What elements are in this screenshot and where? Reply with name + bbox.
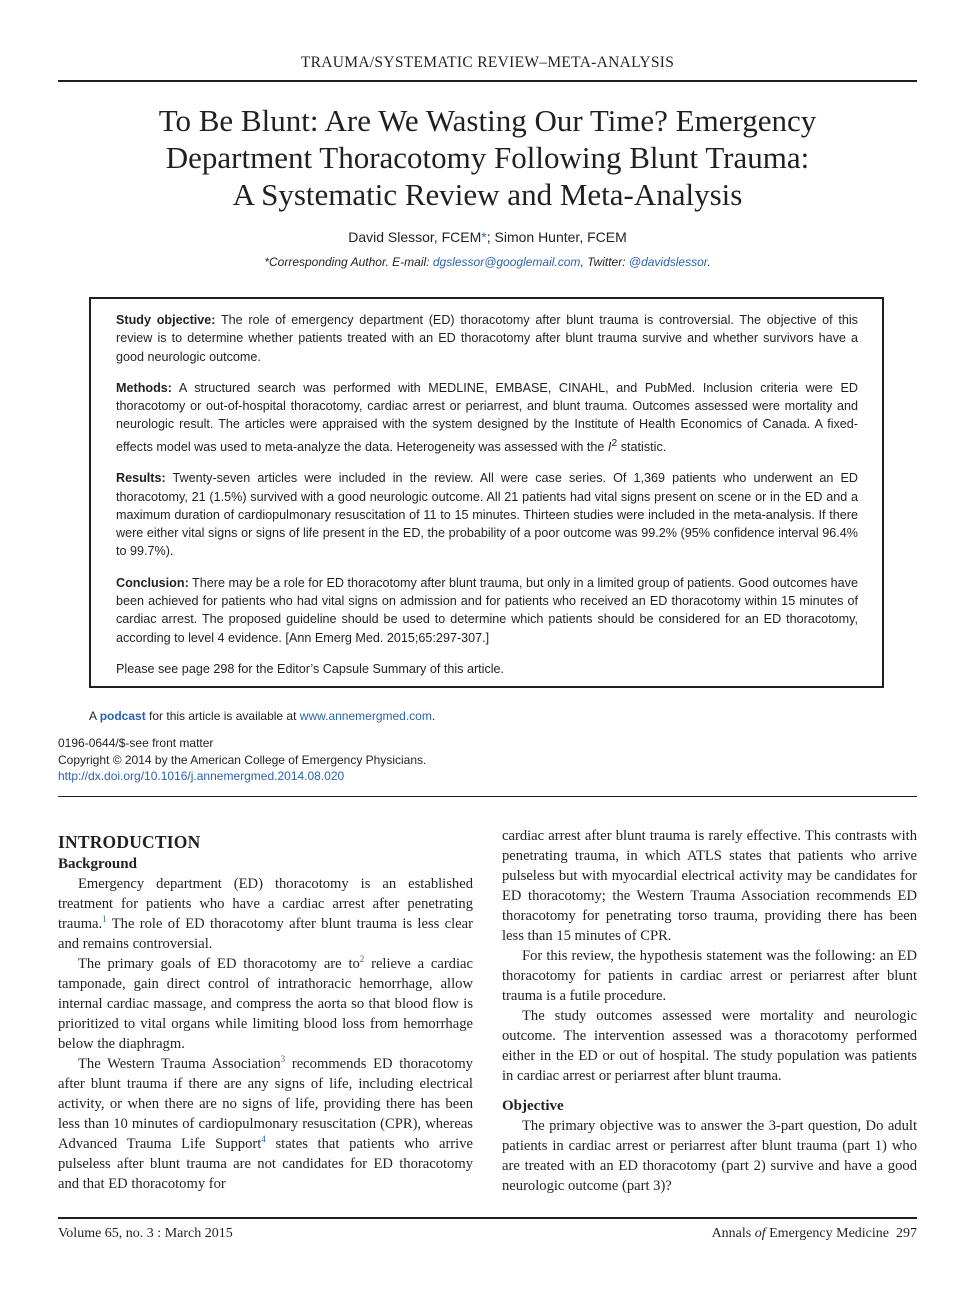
p3-text-a: The Western Trauma Association (78, 1056, 281, 1072)
capsule-note: Please see page 298 for the Editor’s Capsule Summary of this article. (116, 661, 505, 676)
corresp-prefix: *Corresponding Author. E-mail: (264, 255, 433, 269)
reference-link-4[interactable]: 4 (261, 1134, 266, 1145)
section-label: TRAUMA/SYSTEMATIC REVIEW–META-ANALYSIS (300, 54, 675, 71)
journal-name-b: Emergency Medicine (765, 1226, 889, 1241)
results-label: Results: (116, 471, 166, 486)
middle-rule (58, 796, 917, 797)
objective-label: Study objective: (116, 313, 216, 327)
footer-journal (712, 1226, 917, 1242)
introduction-heading: INTRODUCTION (58, 832, 201, 852)
p2-text-b: relieve a cardiac tamponade, gain direct control of intrathoracic hemorrhage, allow internal cardiac massage, and compress the aorta so that blood flow is prioritized to vital organs while limiting blood loss from hemorrhage below the diaphragm. (58, 956, 473, 1052)
corresponding-author (0, 255, 975, 269)
abstract-conclusion (116, 574, 858, 647)
p3-text-b: recommends ED thoracotomy after blunt trauma if there are any signs of life, including electrical activity, or when there are no signs of life, providing there has been less than 10 minutes of cardiopulmonary resuscitation (CPR), whereas Advanced Trauma Life Support (58, 1056, 473, 1152)
methods-label: Methods: (116, 380, 172, 395)
author-1: David Slessor, FCEM (348, 229, 482, 245)
spacer (502, 1086, 917, 1096)
footer-volume: Volume 65, no. 3 : March 2015 (58, 1226, 233, 1241)
title-line-1: To Be Blunt: Are We Wasting Our Time? Emergency (158, 103, 817, 138)
issn-line: 0196-0644/$-see front matter (58, 736, 214, 750)
front-matter (58, 735, 426, 785)
body-paragraph (58, 1054, 473, 1194)
body-right-column (502, 826, 917, 1196)
page-number: 297 (896, 1226, 917, 1241)
p1-text-a: Emergency department (ED) thoracotomy is an established treatment for patients who have a cardiac arrest after penetrating trauma. (58, 876, 473, 932)
body-paragraph: For this review, the hypothesis statement was the following: an ED thoracotomy for patients in cardiac arrest or periarrest after blunt trauma is a futile procedure. (502, 948, 917, 1004)
author-separator: ; (486, 229, 495, 245)
conclusion-text: There may be a role for ED thoracotomy after blunt trauma, but only in a limited group of patients. Good outcomes have been achieved for patients who had vital signs on admission and for patients who received an ED thoracotomy within 15 minutes of cardiac arrest. The proposed guideline should be used to determine which patients should be considered for an ED thoracotomy, according to level 4 evidence. [Ann Emerg Med. 2015;65:297-307.] (116, 575, 858, 645)
journal-name-a: Annals (711, 1226, 755, 1241)
podcast-note (89, 709, 435, 723)
conclusion-label: Conclusion: (116, 575, 189, 590)
podcast-end: . (431, 709, 436, 723)
p2-text-a: The primary goals of ED thoracotomy are to (78, 956, 360, 972)
podcast-prefix: A (89, 709, 100, 723)
methods-i-symbol: I (607, 439, 612, 454)
background-heading: Background (58, 856, 137, 872)
methods-i-sup: 2 (611, 436, 618, 449)
body-paragraph: The primary objective was to answer the 3-part question, Do adult patients in cardiac arrest or periarrest after blunt trauma (part 1) who are treated with an ED thoracotomy (part 2) survive and have a good neurologic outcome (part 3)? (502, 1118, 917, 1194)
methods-end: statistic. (617, 439, 667, 454)
reference-link-2[interactable]: 2 (359, 954, 365, 965)
top-rule (58, 80, 917, 82)
article-title (60, 102, 915, 213)
body-paragraph (58, 954, 473, 1054)
results-text: Twenty-seven articles were included in the review. All were case series. Of 1,369 patients who underwent an ED thoracotomy, 21 (1.5%) survived with a good neurologic outcome. All 21 patients had vital signs present on scene or in the ED and a maximum duration of cardiopulmonary resuscitation of 11 to 15 minutes. Thirteen studies were included in the meta-analysis. If there were either vital signs or signs of life present in the ED, the probability of a poor outcome was 99.2% (95% confidence interval 96.4% to 99.7%). (116, 471, 858, 559)
body-paragraph (58, 874, 473, 954)
methods-text: A structured search was performed with MEDLINE, EMBASE, CINAHL, and PubMed. Inclusion criteria were ED thoracotomy or out-of-hospital thoracotomy, cardiac arrest or periarrest, and blunt trauma. Outcomes assessed were mortality and neurologic result. The articles were appraised with the system designed by the Institute of Health Economics of Canada. A fixed-effects model was used to meta-analyze the data. Heterogeneity was assessed with the (116, 380, 858, 454)
corresponding-star-link[interactable]: * (481, 229, 487, 245)
body-left-column (58, 826, 473, 1194)
abstract-methods (116, 379, 858, 456)
reference-link-1[interactable]: 1 (102, 914, 107, 925)
author-list (0, 229, 975, 245)
journal-url-link[interactable]: www.annemergmed.com (299, 709, 432, 723)
journal-name-of: of (754, 1226, 766, 1241)
reference-link-3[interactable]: 3 (280, 1054, 286, 1065)
objective-text: The role of emergency department (ED) thoracotomy after blunt trauma is controversial. The objective of this review is to determine whether patients treated with an ED thoracotomy after blunt trauma survive and whether survivors have a good neurologic outcome. (116, 313, 858, 364)
podcast-link[interactable]: podcast (99, 709, 146, 723)
objective-heading: Objective (502, 1098, 564, 1114)
p1-text-b: The role of ED thoracotomy after blunt trauma is less clear and remains controversial. (58, 916, 473, 952)
twitter-link[interactable]: @davidslessor (628, 255, 708, 269)
doi-link[interactable]: http://dx.doi.org/10.1016/j.annemergmed.2014.08.020 (58, 769, 345, 783)
p3-text-c: states that patients who arrive pulseless after blunt trauma are not candidates for ED thoracotomy and that ED thoracotomy for (58, 1136, 473, 1192)
email-link[interactable]: dgslessor@googlemail.com (432, 255, 581, 269)
corresp-end: . (707, 255, 711, 269)
corresp-mid: , Twitter: (580, 255, 629, 269)
body-paragraph: The study outcomes assessed were mortality and neurologic outcome. The intervention assessed was a thoracotomy performed either in the ED or out of hospital. The study population was patients in cardiac arrest or periarrest after blunt trauma. (502, 1008, 917, 1084)
body-paragraph: cardiac arrest after blunt trauma is rarely effective. This contrasts with penetrating trauma, in which ATLS states that patients who arrive pulseless but with myocardial electrical activity may be candidates for ED thoracotomy; the Western Trauma Association recommends ED thoracotomy for penetrating torso trauma, providing there has been less than 15 minutes of CPR. (502, 828, 917, 944)
title-line-3: A Systematic Review and Meta-Analysis (232, 177, 743, 212)
title-line-2: Department Thoracotomy Following Blunt Trauma: (165, 140, 810, 175)
abstract-results (116, 469, 858, 560)
abstract-objective (116, 311, 858, 366)
author-2: Simon Hunter, FCEM (494, 229, 627, 245)
abstract-box (89, 297, 884, 688)
podcast-mid: for this article is available at (145, 709, 300, 723)
copyright-line: Copyright © 2014 by the American College of Emergency Physicians. (58, 752, 427, 767)
bottom-rule (58, 1217, 917, 1219)
